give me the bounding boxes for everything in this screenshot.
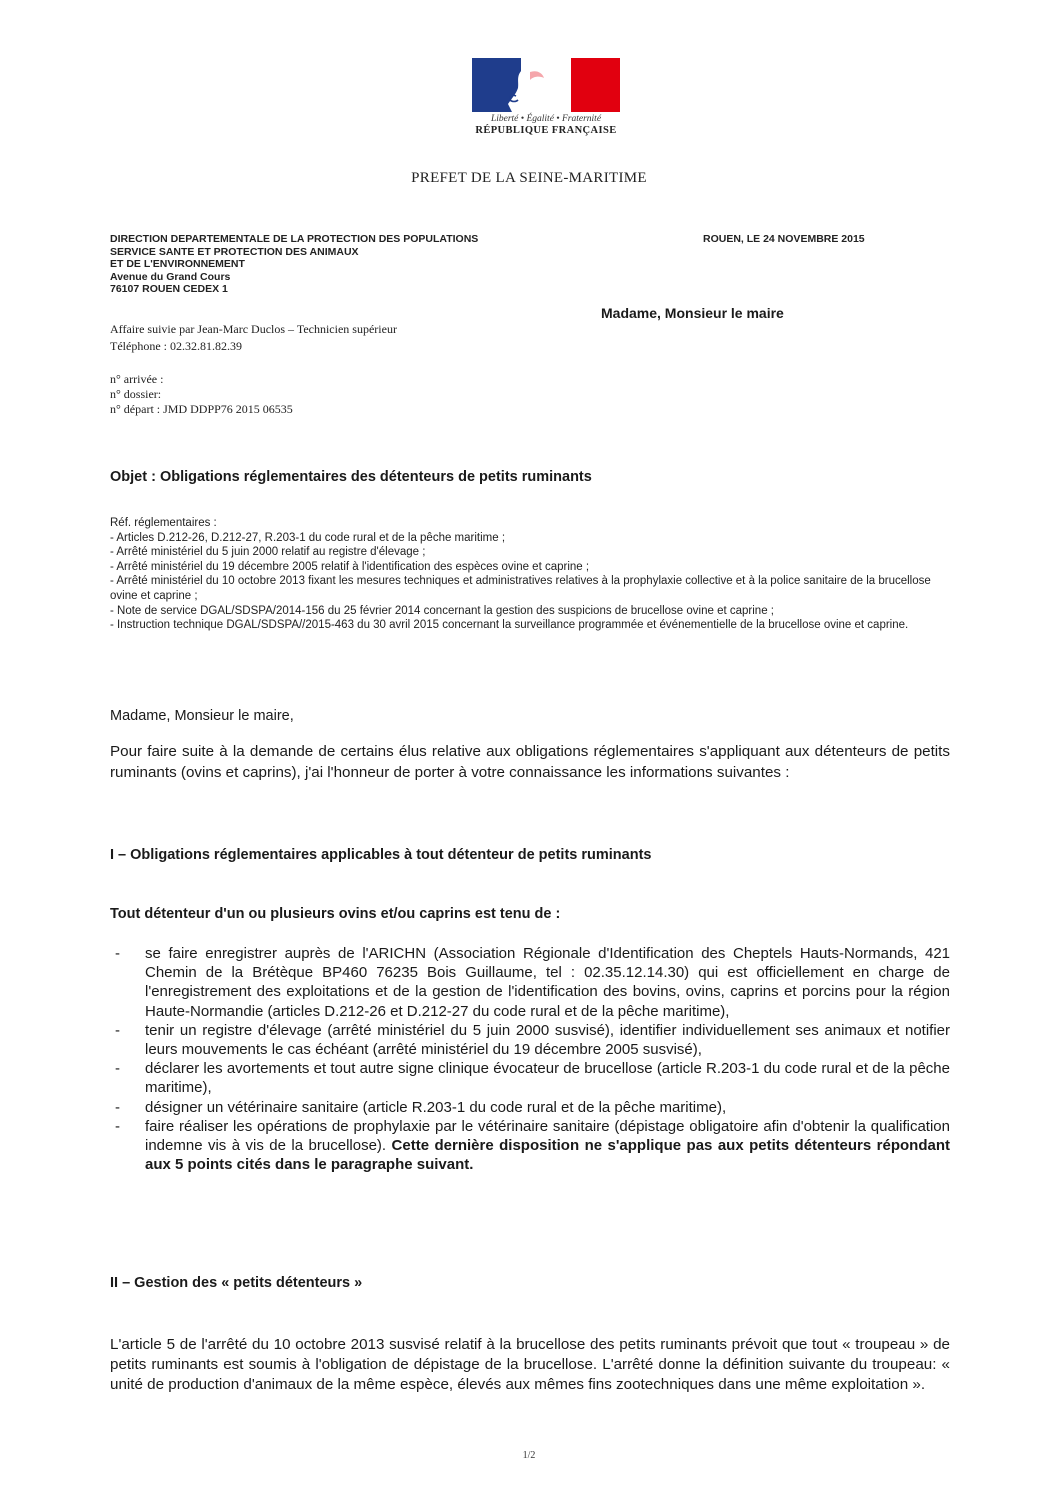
obligation-text: se faire enregistrer auprès de l'ARICHN (Association Régionale d'Identification des Cheptels Hauts-Normands, 421 Chemin de la Brétèque BP460 76235 Bois Guillaume, tel : 02.35.12.14.30) qui est officiellement en charge de l'enregistrement des exploitations et de la gestion de l'identification des bovins, ovins, caprins et porcins pour la région Haute-Normandie (articles D.212-26 et D.212-27 du code rural et de la pêche maritime), [145, 945, 950, 1020]
bullet-dash: - [115, 1098, 120, 1116]
marianne-logo [472, 58, 620, 136]
intro-paragraph: Pour faire suite à la demande de certains élus relative aux obligations réglementaires s'appliquant aux détenteurs de petits ruminants (ovins et caprins), j'ai l'honneur de porter à votre connaissance les informations suivantes : [110, 743, 950, 781]
direction-line: DIRECTION DEPARTEMENTALE DE LA PROTECTION DES POPULATIONS [110, 233, 479, 245]
letter-subject: Objet : Obligations réglementaires des détenteurs de petits ruminants [110, 469, 592, 485]
reference-item: - Arrêté ministériel du 10 octobre 2013 fixant les mesures techniques et administratives relatives à la prophylaxie collective et à la police sanitaire de la brucellose ovine et caprine ; [110, 575, 931, 602]
direction-block [110, 233, 478, 296]
obligation-text: déclarer les avortements et tout autre signe clinique évocateur de brucellose (article R.203-1 du code rural et de la pêche maritime), [145, 1060, 950, 1097]
list-item [110, 1059, 950, 1097]
obligations-list [110, 944, 950, 1174]
motto: Liberté • Égalité • Fraternité [490, 114, 602, 124]
reference-item: - Arrêté ministériel du 5 juin 2000 relatif au registre d'élevage ; [110, 546, 426, 559]
bullet-dash: - [115, 1060, 120, 1078]
reference-numbers [110, 372, 293, 417]
direction-line: ET DE L'ENVIRONNEMENT [110, 258, 245, 270]
bullet-dash: - [115, 945, 120, 962]
case-contact [110, 321, 397, 355]
list-item [110, 1021, 950, 1059]
page-number: 1/2 [522, 1450, 536, 1461]
direction-line: 76107 ROUEN CEDEX 1 [110, 283, 228, 295]
direction-line: SERVICE SANTE ET PROTECTION DES ANIMAUX [110, 245, 359, 258]
republique-francaise: RÉPUBLIQUE FRANÇAISE [475, 125, 617, 136]
obligations-lead: Tout détenteur d'un ou plusieurs ovins et/ou caprins est tenu de : [110, 906, 561, 922]
list-item [110, 1117, 950, 1175]
direction-line: Avenue du Grand Cours [110, 270, 231, 283]
depart-number: n° départ : JMD DDPP76 2015 06535 [110, 402, 293, 416]
arrivee-number: n° arrivée : [110, 372, 164, 386]
marianne-flag-icon [472, 58, 620, 112]
list-item [110, 1098, 950, 1117]
regulatory-references [110, 516, 950, 633]
prefet-title: PREFET DE LA SEINE-MARITIME [411, 170, 647, 186]
affaire-line: Affaire suivie par Jean-Marc Duclos – Technicien supérieur [110, 322, 397, 336]
dossier-number: n° dossier: [110, 387, 162, 401]
obligation-text: tenir un registre d'élevage (arrêté ministériel du 5 juin 2000 susvisé), identifier individuellement ses animaux et notifier leurs mouvements le cas échéant (arrêté ministériel du 19 décembre 2005 susvisé), [145, 1021, 950, 1059]
letter-date: ROUEN, LE 24 NOVEMBRE 2015 [703, 233, 865, 245]
reference-item: - Instruction technique DGAL/SDSPA//2015-463 du 30 avril 2015 concernant la surveillance programmée et événementielle de la brucellose ovine et caprine. [110, 619, 909, 632]
bullet-dash: - [115, 1021, 120, 1039]
obligation-text: faire réaliser les opérations de prophylaxie par le vétérinaire sanitaire (dépistage obligatoire afin d'obtenir la qualification indemne vis à vis de la brucellose). [145, 1117, 950, 1155]
article-5-paragraph: L'article 5 de l'arrêté du 10 octobre 2013 susvisé relatif à la brucellose des petits ruminants prévoit que tout « troupeau » de petits ruminants est soumis à l'obligation de dépistage de la brucellose. L'arrêté donne la définition suivante du troupeau: « unité de production d'animaux de la même espèce, élevés aux mêmes fins zootechniques dans une même exploitation ». [110, 1336, 950, 1393]
reference-item: - Articles D.212-26, D.212-27, R.203-1 du code rural et de la pêche maritime ; [110, 531, 506, 544]
addressee: Madame, Monsieur le maire [601, 305, 784, 321]
bullet-dash: - [115, 1117, 120, 1135]
reference-item: - Arrêté ministériel du 19 décembre 2005 relatif à l'identification des espèces ovine et caprine ; [110, 560, 590, 573]
telephone-line: Téléphone : 02.32.81.82.39 [110, 339, 242, 353]
section-2-title: II – Gestion des « petits détenteurs » [110, 1275, 363, 1291]
section-1-title: I – Obligations réglementaires applicables à tout détenteur de petits ruminants [110, 847, 652, 863]
references-heading: Réf. réglementaires : [110, 517, 217, 529]
reference-item: - Note de service DGAL/SDSPA/2014-156 du 25 février 2014 concernant la gestion des suspicions de brucellose ovine et caprine ; [110, 604, 774, 617]
obligation-text: désigner un vétérinaire sanitaire (article R.203-1 du code rural et de la pêche maritime), [145, 1098, 727, 1116]
salutation: Madame, Monsieur le maire, [110, 708, 294, 724]
obligation-exception-bold: Cette dernière disposition ne s'applique pas aux petits détenteurs répondant aux 5 points cités dans le paragraphe suivant. [145, 1137, 951, 1174]
list-item [110, 944, 950, 1021]
